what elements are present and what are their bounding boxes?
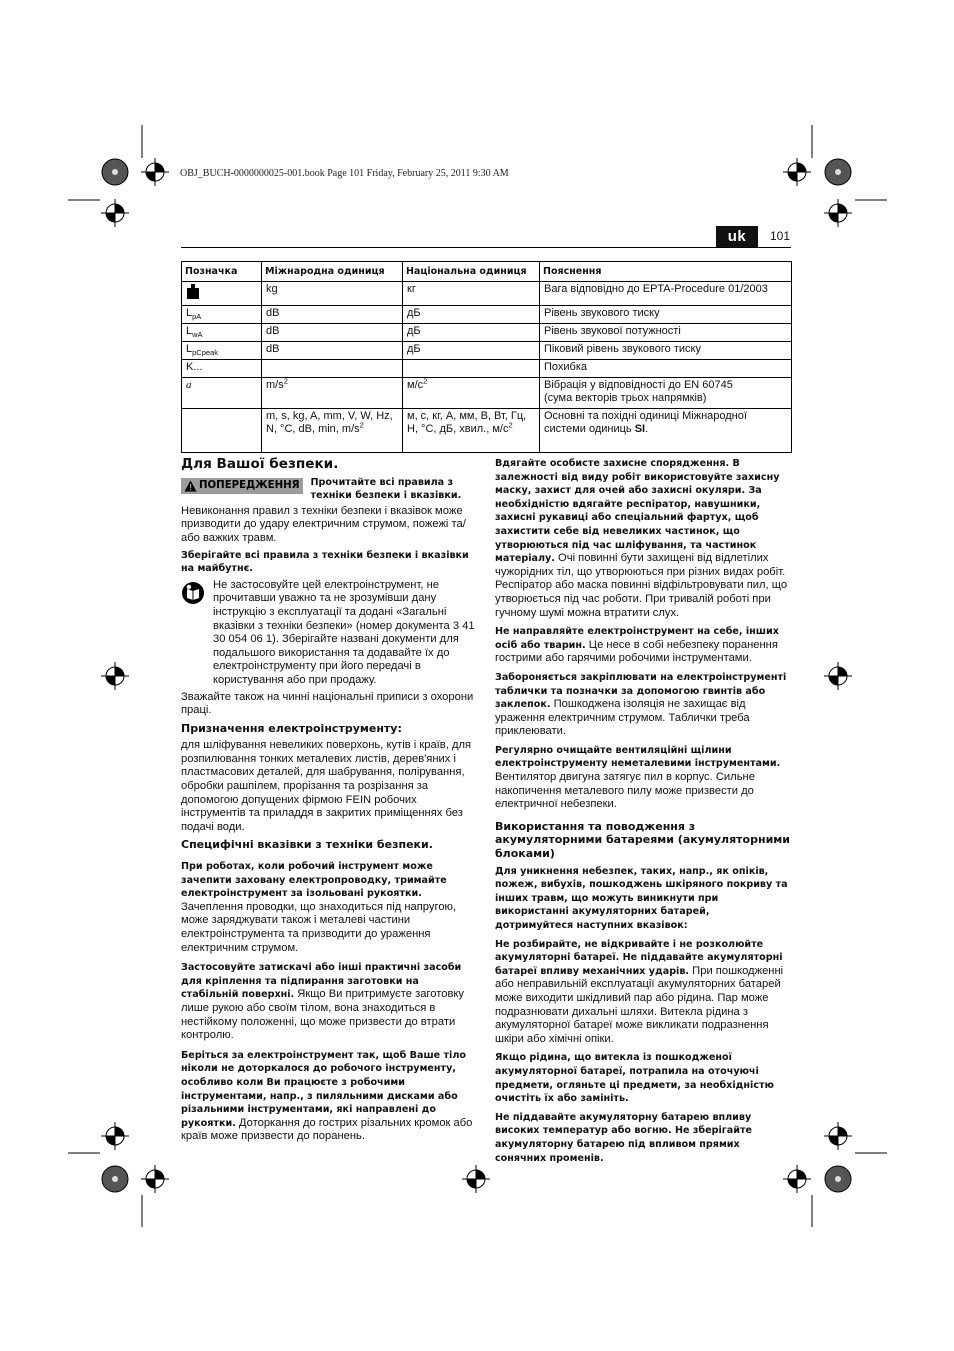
subsection-heading: Специфічні вказівки з техніки безпеки. bbox=[181, 838, 433, 852]
units-table bbox=[181, 261, 792, 453]
paragraph: Не застосовуйте цей електроінструмент, не прочитавши уважно та не зрозумівши дану інструкцію з експлуатації та додані «Загальні вказівки з техніки безпеки» (номер документа 3 41 30 054 06 1). Зберігайте названі документи для подальшого використання та додавайте їх до електроінструменту при його передачі в користування або при продажу. bbox=[213, 578, 475, 686]
table-cell bbox=[262, 360, 403, 378]
table-cell: m, s, kg, A, mm, V, W, Hz, N, °C, dB, min, $m/s^2$ bbox=[262, 409, 403, 453]
language-badge: uk bbox=[716, 226, 758, 247]
table-row bbox=[182, 342, 792, 360]
table-header-cell: Міжнародна одиниця bbox=[262, 262, 403, 282]
table-cell: Основні та похідні одиниці Міжнародної системи одиниць SI. bbox=[540, 409, 792, 453]
table-cell: kg bbox=[262, 282, 403, 306]
paragraph: для шліфування невеликих поверхонь, кутів і країв, для розпилювання тонких металевих листів, дерев'яних і пластмасових деталей, для шабрування, полірування, обробки рашпілем, прорізання та розрізання за допомогою допущених фірмою FEIN робочих інструментів та приладдя в закритих приміщеннях без подачі води. bbox=[181, 739, 472, 833]
paragraph: Не направляйте електроінструмент на себе, інших осіб або тварин. Це несе в собі небезпеку поранення гострими або гарячими робочими інструментами. bbox=[495, 626, 779, 665]
paragraph: Якщо рідина, що витекла із пошкодженої акумуляторної батареї, потрапила на оточуючі предмети, огляньте ці предмети, за необхідністю очистіть їх або замініть. bbox=[495, 1052, 774, 1105]
page-number: 101 bbox=[770, 229, 791, 243]
table-row bbox=[182, 306, 792, 324]
table-row bbox=[182, 378, 792, 409]
paragraph: Забороняється закріплювати на електроінструменті таблички та позначки за допомогою гвинтів або заклепок. Пошкоджена ізоляція не захищає від ураження електричним струмом. Таблички треба приклеювати. bbox=[495, 671, 787, 738]
table-row bbox=[182, 409, 792, 453]
weight-icon bbox=[182, 282, 262, 306]
paragraph: Не піддавайте акумуляторну батарею впливу високих температур або вогню. Не зберігайте акумуляторну батарею під впливом прямих сонячних променів. bbox=[495, 1111, 753, 1164]
paragraph: Беріться за електроінструмент так, щоб Ваше тіло ніколи не доторкалося до робочого інструменту, особливо коли Ви працюєте з робочими інструментами, напр., з пиляльними дисками або різальними інструментами, які направлені до рукоятки. Доторкання до гострих різальних кромок або країв може призвести до поранень. bbox=[181, 1049, 473, 1143]
paragraph: Зберігайте всі правила з техніки безпеки і вказівки на майбутнє. bbox=[181, 549, 469, 575]
header-rule bbox=[181, 247, 791, 248]
table-cell: $L_{pCpeak}$ bbox=[182, 342, 262, 360]
table-cell: dB bbox=[262, 306, 403, 324]
warning-badge: ПОПЕРЕДЖЕННЯ bbox=[181, 478, 303, 494]
book-info-line: OBJ_BUCH-0000000025-001.book Page 101 Friday, February 25, 2011 9:30 AM bbox=[180, 168, 509, 179]
table-row bbox=[182, 324, 792, 342]
table-cell: дБ bbox=[403, 324, 540, 342]
table-cell: дБ bbox=[403, 306, 540, 324]
table-header-cell: Національна одиниця bbox=[403, 262, 540, 282]
table-cell bbox=[182, 409, 262, 453]
left-column bbox=[181, 458, 476, 1147]
table-cell: Вага відповідно до EPTA-Procedure 01/2003 bbox=[540, 282, 792, 306]
table-cell: Вібрація у відповідності до EN 60745 (сума векторів трьох напрямків) bbox=[540, 378, 792, 409]
table-cell: Похибка bbox=[540, 360, 792, 378]
table-header-row bbox=[182, 262, 792, 282]
table-cell: Піковий рівень звукового тиску bbox=[540, 342, 792, 360]
table-header-cell: Пояснення bbox=[540, 262, 792, 282]
right-column bbox=[495, 457, 791, 1168]
table-row bbox=[182, 282, 792, 306]
table-header-cell: Позначка bbox=[182, 262, 262, 282]
paragraph: Не розбирайте, не відкривайте і не розколюйте акумуляторні батареї. Не піддавайте акумуляторні батареї впливу механічних ударів. При пошкодженні або неправильній експлуатації акумуляторних батарей може виходити шкідливий пар або рідина. Пар може подразнювати дихальні шляхи. Витекла рідина з акумуляторної батареї може викликати подразнення шкіри або хімічні опіки. bbox=[495, 938, 784, 1045]
paragraph: Вдягайте особисте захисне спорядження. В залежності від виду робіт використовуйте захисну маску, захист для очей або захисні окуляри. За необхідністю вдягайте респіратор, навушники, захисні рукавиці або спеціальний фартух, щоб захистити себе від невеликих частинок, що утворюються під час шліфування, та частинок матеріалу. Очі повинні бути захищені від відлетілих чужорідних тіл, що утворюються при різних видах робіт. Респіратор або маска повинні відфільтровувати пил, що утворюється під час роботи. При тривалій роботі при гучному шумі можна втратити слух. bbox=[495, 458, 788, 619]
paragraph: При роботах, коли робочий інструмент може зачепити заховану електропроводку, тримайте електроінструмент за ізольовані рукоятки. Зачеплення проводки, що знаходиться під напругою, може заряджувати також і металеві частини електроінструмента та призводити до ураження електричним струмом. bbox=[181, 861, 457, 954]
table-row bbox=[182, 360, 792, 378]
warning-triangle-icon bbox=[184, 480, 197, 492]
table-cell bbox=[403, 360, 540, 378]
table-cell: $L_{wA}$ bbox=[182, 324, 262, 342]
table-cell: Рівень звукової потужності bbox=[540, 324, 792, 342]
paragraph: Застосовуйте затискачі або інші практичні засоби для кріплення та підпирання заготовки на стабільній поверхні. Якщо Ви притримуєте заготовку лише рукою або своїм тілом, вона знаходиться в нестійкому положенні, що може призвести до втрати контролю. bbox=[181, 962, 465, 1042]
table-cell: Рівень звукового тиску bbox=[540, 306, 792, 324]
paragraph: Для уникнення небезпек, таких, напр., як опіків, пожеж, вибухів, пошкоджень шкіряного покриву та інших травм, що можуть виникнути при використанні акумуляторних батарей, дотримуйтеся наступних вказівок: bbox=[495, 865, 788, 931]
warning-text: Прочитайте всі правила з техніки безпеки і вказівки. bbox=[310, 476, 462, 502]
subsection-heading: Використання та поводження з акумуляторними батареями (акумуляторними блоками) bbox=[495, 819, 790, 861]
paragraph: Регулярно очищайте вентиляційні щілини електроінструменту неметалевими інструментами. Вентилятор двигуна затягує пил в корпус. Сильне накопичення металевого пилу може призвести до електричної небезпеки. bbox=[495, 744, 781, 811]
table-cell: $L_{pA}$ bbox=[182, 306, 262, 324]
warning-block bbox=[181, 476, 476, 503]
paragraph: Зважайте також на чинні національні приписи з охорони праці. bbox=[181, 690, 474, 717]
subsection-heading: Призначення електроінструменту: bbox=[181, 721, 402, 735]
read-manual-block bbox=[181, 579, 476, 688]
read-manual-icon bbox=[181, 581, 207, 605]
table-cell: a bbox=[182, 378, 262, 409]
table-cell: $м/с^2$ bbox=[403, 378, 540, 409]
table-cell: $m/s^2$ bbox=[262, 378, 403, 409]
table-cell: K... bbox=[182, 360, 262, 378]
paragraph: Невиконання правил з техніки безпеки і вказівок може призводити до удару електричним струмом, пожежі та/або важких травм. bbox=[181, 504, 466, 544]
table-cell: dB bbox=[262, 324, 403, 342]
table-cell: кг bbox=[403, 282, 540, 306]
section-title: Для Вашої безпеки. bbox=[181, 456, 339, 472]
table-cell: м, с, кг, А, мм, В, Вт, Гц, Н, °C, дБ, хвил., $м/с^2$ bbox=[403, 409, 540, 453]
table-cell: дБ bbox=[403, 342, 540, 360]
table-cell: dB bbox=[262, 342, 403, 360]
